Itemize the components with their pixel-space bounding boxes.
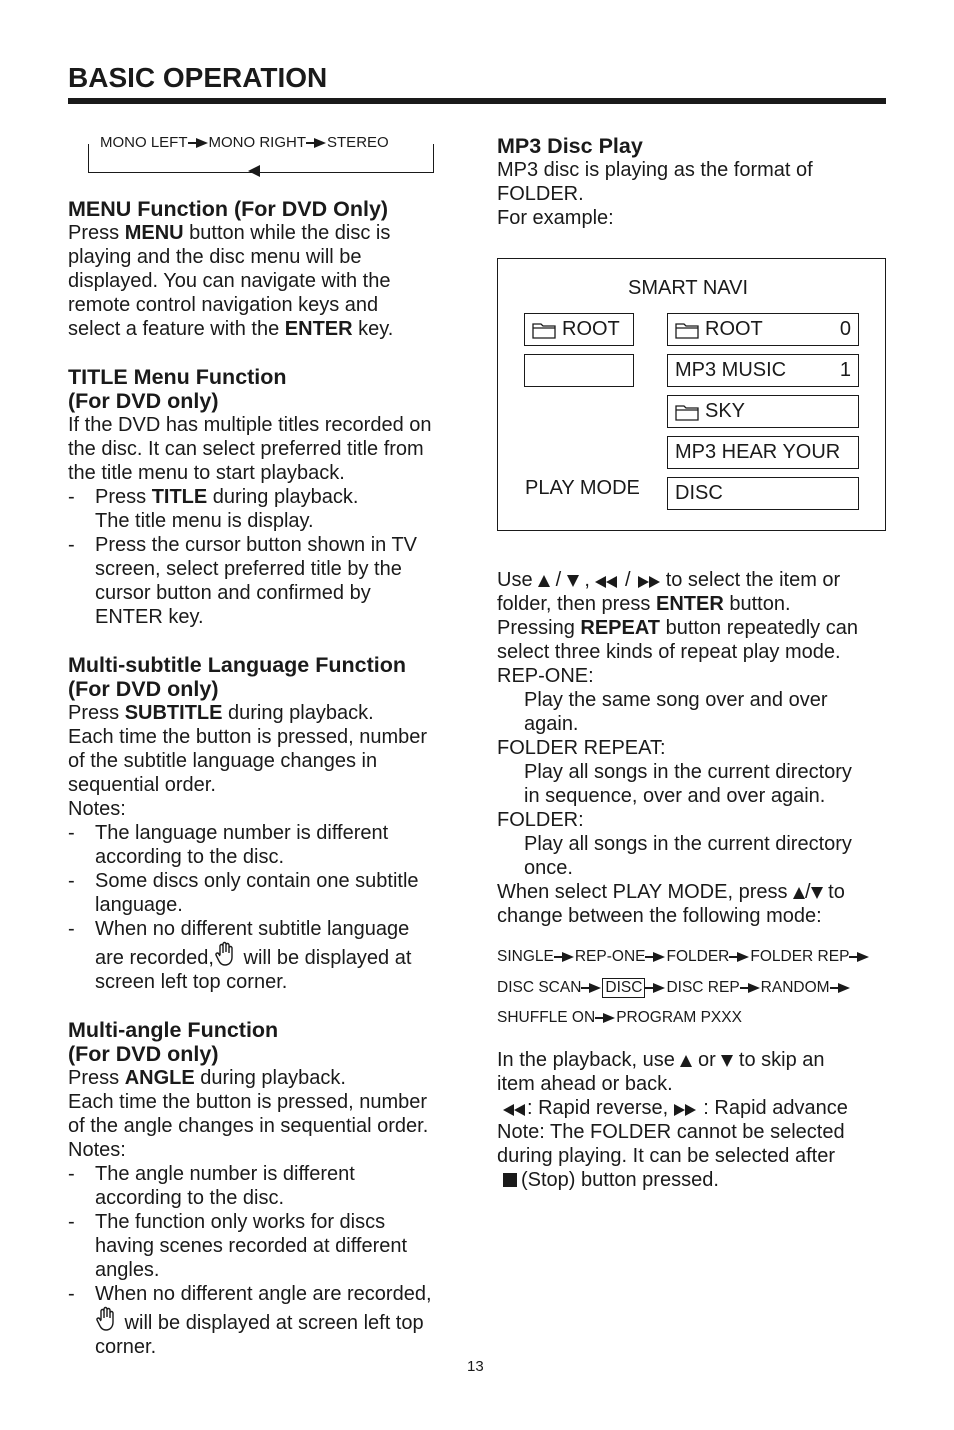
title-heading: TITLE Menu Function bbox=[68, 365, 287, 389]
left-column: MENU Function (For DVD Only) Press MENU button while the disc is playing and the disc menu will be displayed. You can navigate with the remote control navigation keys and select a feature with the ENTER key. TITLE Menu Function (For DVD only) If the DVD has multiple titles recorded on the disc. It can select preferred title from the title menu to start playback. - Press TITLE during playback. The title menu is display. - Press the cursor button shown in TV screen, select preferred title by the cursor button and confirmed by ENTER key. Multi-subtitle Language Function (For DVD only) Press SUBTITLE during playback. Each time the button is pressed, number of the subtitle language changes in sequential order. Notes: - The language number is different according to the disc. - Some discs only contain one subtitle language. - When no different subtitle language are recorded, will be displayed at screen left top corner. Multi-angle Function (For DVD only) Press ANGLE during playback. Each time the button is pressed, number of the angle changes in sequential order. Notes: - The angle number is different according to the disc. - The function only works for discs having scenes recorded at different angles. - When no different angle are recorded, will be displayed at screen left top corner. bbox=[68, 197, 468, 1359]
subtitle-subheading: (For DVD only) bbox=[68, 677, 219, 701]
fast-forward-icon bbox=[636, 575, 660, 589]
angle-heading: Multi-angle Function bbox=[68, 1018, 279, 1042]
down-arrow-icon bbox=[811, 887, 823, 899]
menu-heading: MENU Function (For DVD Only) bbox=[68, 197, 389, 221]
navi-caption: SMART NAVI bbox=[628, 277, 749, 299]
list-item: - The language number is different according to the disc. bbox=[68, 822, 389, 868]
arrow-right-icon bbox=[603, 1013, 615, 1023]
list-item: - Press the cursor button shown in TV screen, select preferred title by the cursor button and confirmed by ENTER key. bbox=[68, 534, 418, 628]
arrow-right-icon bbox=[748, 983, 760, 993]
arrow-right-icon bbox=[196, 138, 208, 148]
flow-item: MONO LEFT bbox=[100, 134, 188, 151]
flow-item: MONO RIGHT bbox=[208, 134, 307, 151]
mp3-heading: MP3 Disc Play bbox=[497, 134, 643, 158]
folder-icon bbox=[675, 321, 699, 339]
angle-subheading: (For DVD only) bbox=[68, 1042, 219, 1066]
arrow-right-icon bbox=[737, 952, 749, 962]
arrow-right-icon bbox=[653, 952, 665, 962]
arrow-left-icon bbox=[248, 165, 262, 177]
arrow-right-icon bbox=[857, 952, 869, 962]
navi-row: MP3 HEAR YOUR bbox=[667, 436, 859, 469]
rewind-icon bbox=[595, 575, 619, 589]
down-arrow-icon bbox=[721, 1055, 733, 1067]
list-item: - When no different subtitle language are recorded, will be displayed at screen left top corner. bbox=[68, 918, 412, 993]
arrow-right-icon bbox=[562, 952, 574, 962]
navi-row: ROOT 0 bbox=[667, 313, 859, 346]
smart-navi-diagram bbox=[497, 258, 886, 531]
arrow-right-icon bbox=[589, 983, 601, 993]
left-empty-cell bbox=[524, 354, 634, 387]
title-subheading: (For DVD only) bbox=[68, 389, 219, 413]
audio-mode-flow bbox=[88, 132, 433, 174]
list-item: - The angle number is different according to the disc. bbox=[68, 1163, 355, 1209]
flow-item: STEREO bbox=[327, 134, 389, 151]
page-number: 13 bbox=[467, 1358, 484, 1375]
up-arrow-icon bbox=[680, 1055, 692, 1067]
mp3-body: Use / , / to select the item or folder, then press ENTER button. Pressing REPEAT button repeatedly can select three kinds of repeat play mode. REP-ONE: Play the same song over and over again. FOLDER REPEAT: Play all songs in the current directory in sequence, over and over again. FOLDER: Play all songs in the current directory once. When select PLAY MODE, press / to change between the following mode: bbox=[497, 569, 858, 927]
hand-prohibit-icon bbox=[214, 941, 238, 967]
up-arrow-icon bbox=[793, 887, 805, 899]
page-title: BASIC OPERATION bbox=[68, 62, 328, 93]
play-mode-flow-3: SHUFFLE ON PROGRAM PXXX bbox=[497, 1009, 742, 1026]
playback-notes: In the playback, use or to skip an item ahead or back. : Rapid reverse, : Rapid advance Note: The FOLDER cannot be selected during playing. It can be selected after (Stop) button pressed. bbox=[497, 1049, 848, 1191]
disc-mode-box: DISC bbox=[602, 978, 645, 998]
folder-icon bbox=[532, 321, 556, 339]
mp3-intro: MP3 Disc Play MP3 disc is playing as the format of FOLDER. For example: bbox=[497, 134, 897, 230]
play-mode-flow-2: DISC SCAN DISC DISC REP RANDOM bbox=[497, 978, 851, 998]
folder-icon bbox=[675, 403, 699, 421]
play-mode-flow-1: SINGLE REP-ONE FOLDER FOLDER REP bbox=[497, 948, 870, 966]
up-arrow-icon bbox=[538, 575, 550, 587]
subtitle-heading: Multi-subtitle Language Function bbox=[68, 653, 406, 677]
rewind-icon bbox=[497, 1103, 527, 1117]
list-item: - Some discs only contain one subtitle language. bbox=[68, 870, 419, 916]
fast-forward-icon bbox=[674, 1103, 698, 1117]
hand-prohibit-icon bbox=[95, 1306, 119, 1332]
title-rule bbox=[68, 98, 886, 104]
down-arrow-icon bbox=[567, 575, 579, 587]
navi-row: DISC bbox=[667, 477, 859, 510]
list-item: - The function only works for discs having scenes recorded at different angles. bbox=[68, 1211, 408, 1281]
list-item: - Press TITLE during playback. The title menu is display. bbox=[68, 486, 359, 532]
list-item: - When no different angle are recorded, will be displayed at screen left top corner. bbox=[68, 1283, 432, 1358]
navi-row: MP3 MUSIC 1 bbox=[667, 354, 859, 387]
stop-icon bbox=[503, 1173, 517, 1187]
navi-row: SKY bbox=[667, 395, 859, 428]
play-mode-label: PLAY MODE bbox=[525, 477, 640, 499]
left-root-cell: ROOT bbox=[524, 313, 634, 346]
arrow-right-icon bbox=[314, 138, 326, 148]
arrow-right-icon bbox=[653, 983, 665, 993]
arrow-right-icon bbox=[838, 983, 850, 993]
